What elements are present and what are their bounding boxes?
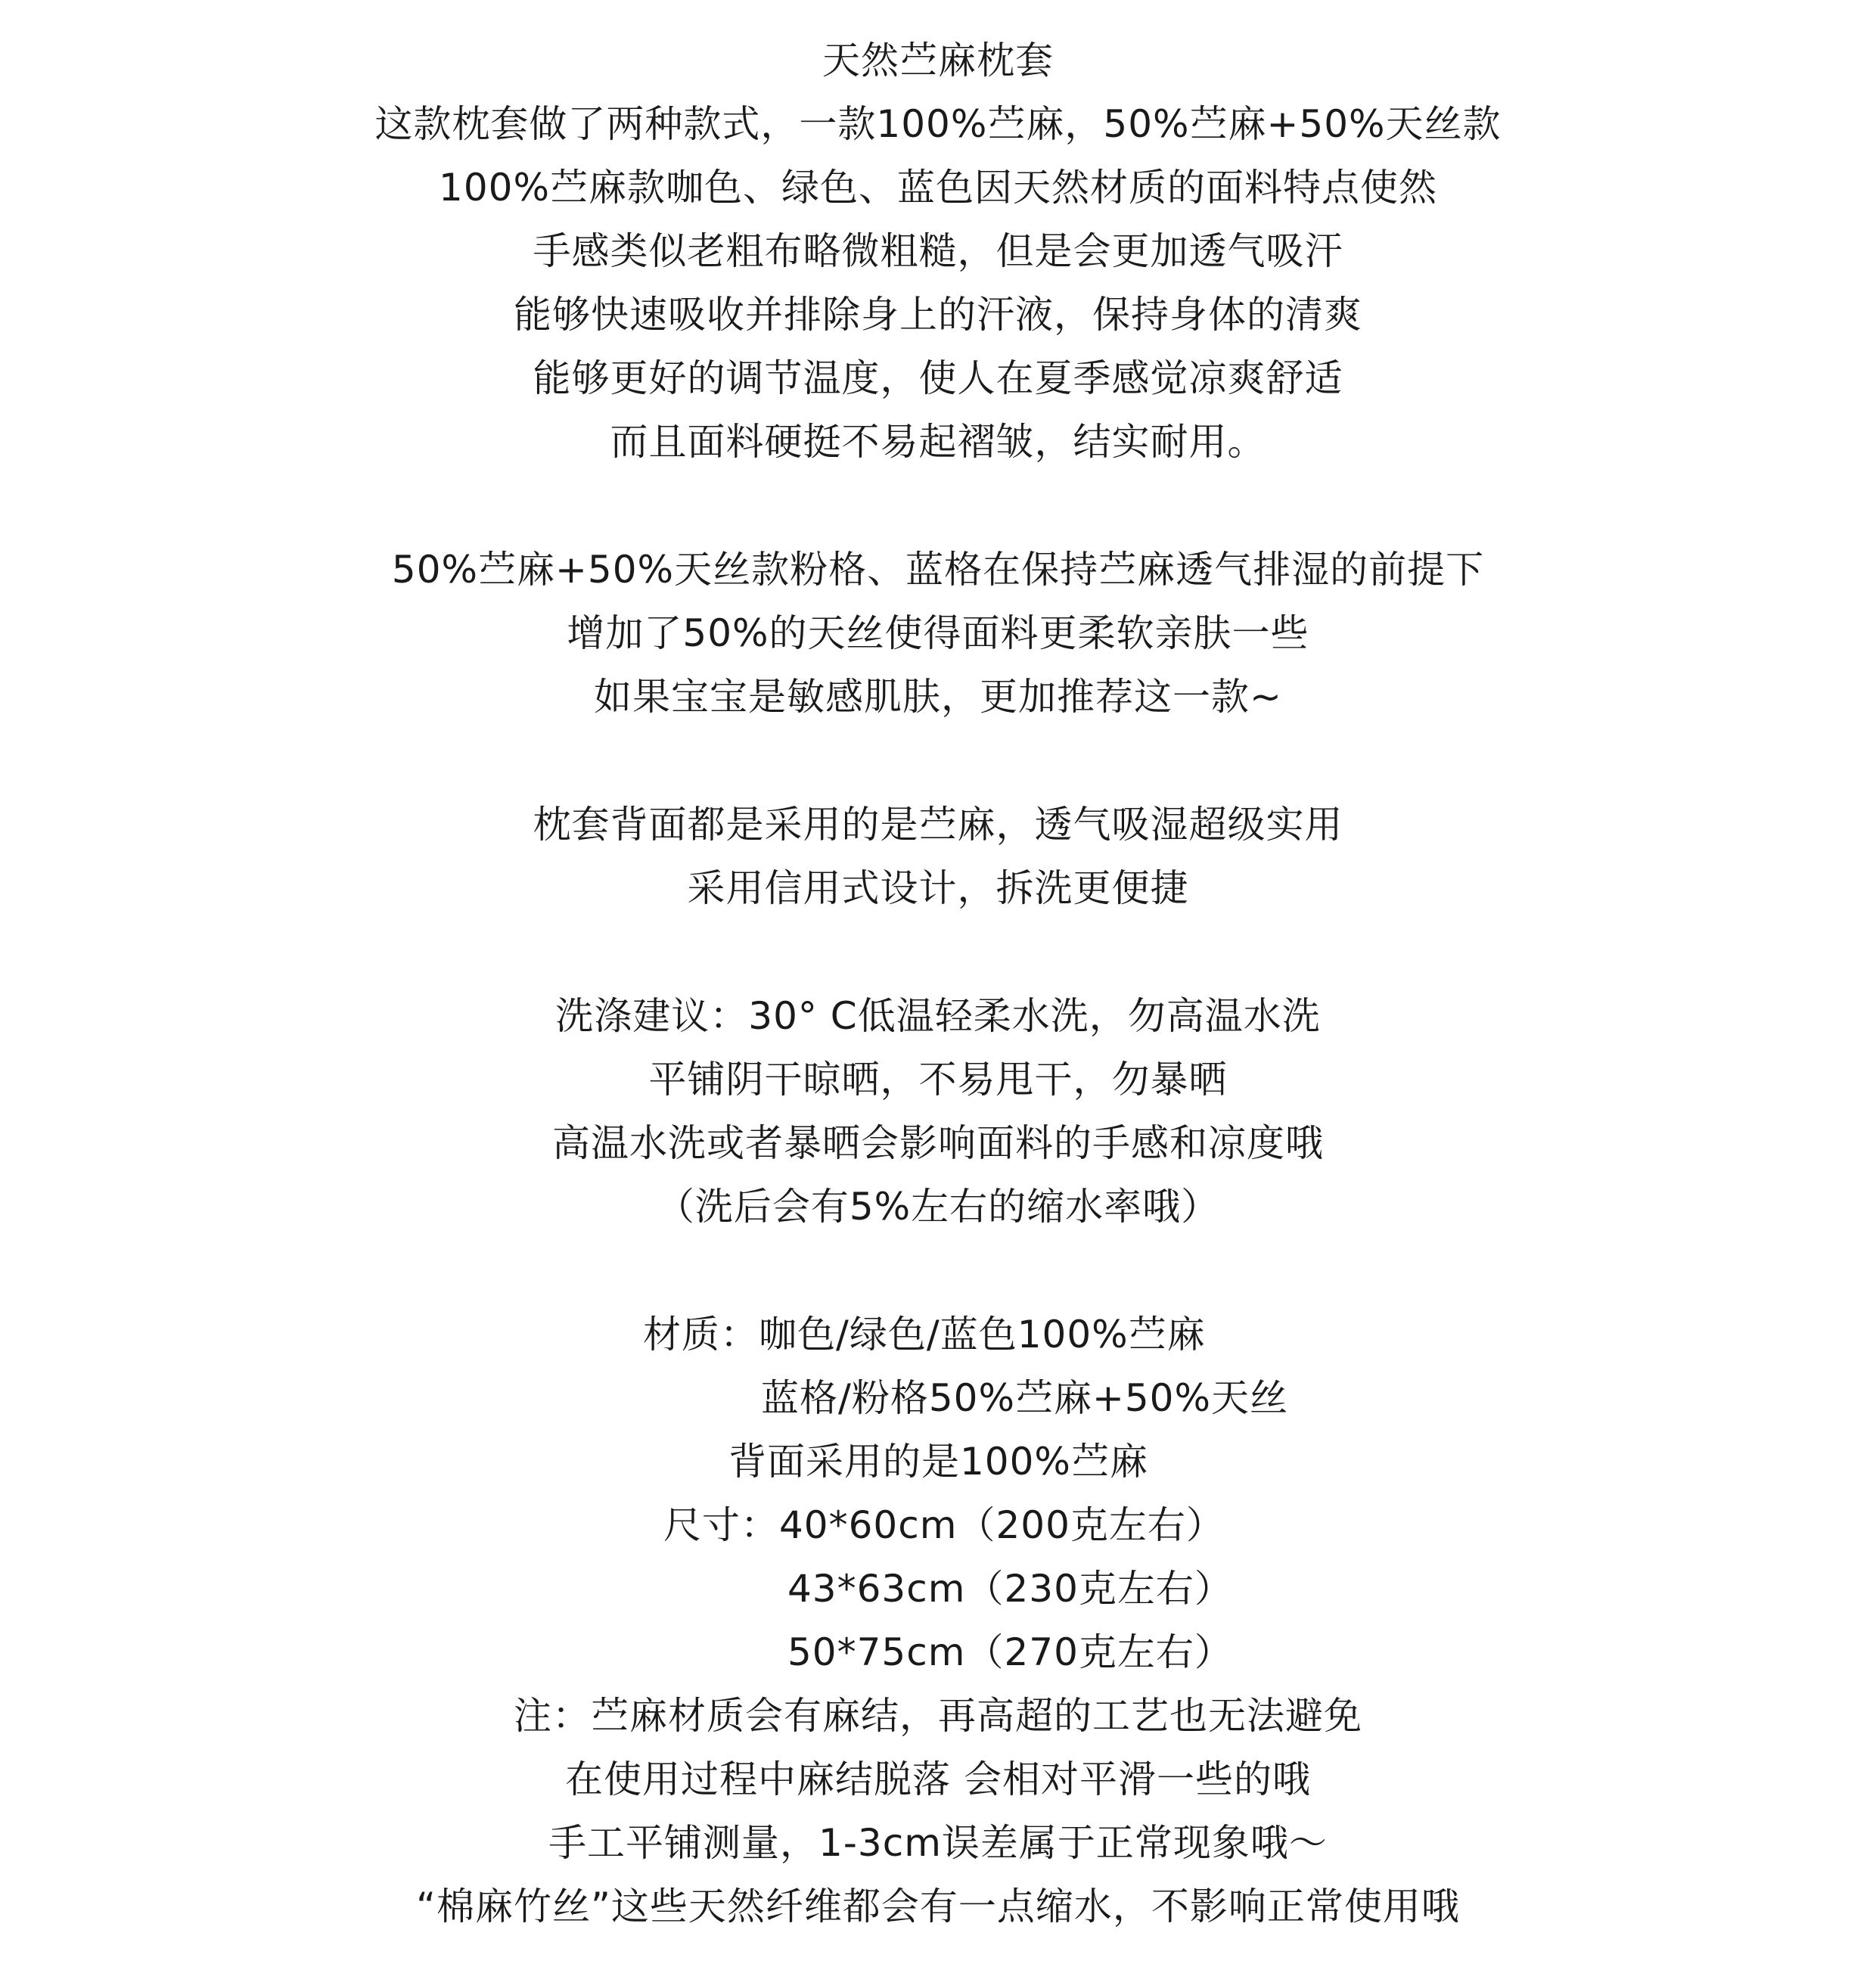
note-line: 手工平铺测量，1-3cm误差属于正常现象哦～ bbox=[548, 1821, 1328, 1865]
size-line: 43*63cm（230克左右） bbox=[787, 1567, 1233, 1611]
size-line: 尺寸：40*60cm（200克左右） bbox=[663, 1503, 1225, 1547]
size-line: 50*75cm（270克左右） bbox=[787, 1630, 1233, 1674]
intro-line: 100%苎麻款咖色、绿色、蓝色因天然材质的面料特点使然 bbox=[439, 166, 1437, 210]
material-line: 背面采用的是100%苎麻 bbox=[728, 1440, 1148, 1484]
blend-line: 如果宝宝是敏感肌肤，更加推荐这一款~ bbox=[594, 675, 1282, 719]
note-line: 注：苎麻材质会有麻结，再高超的工艺也无法避免 bbox=[514, 1694, 1362, 1738]
material-line: 材质：咖色/绿色/蓝色100%苎麻 bbox=[643, 1313, 1206, 1356]
blend-line: 50%苎麻+50%天丝款粉格、蓝格在保持苎麻透气排湿的前提下 bbox=[391, 548, 1485, 592]
back-line: 采用信用式设计，拆洗更便捷 bbox=[687, 866, 1189, 910]
intro-line: 而且面料硬挺不易起褶皱，结实耐用。 bbox=[610, 420, 1266, 464]
intro-line: 能够更好的调节温度，使人在夏季感觉凉爽舒适 bbox=[533, 356, 1343, 400]
intro-line: 这款枕套做了两种款式，一款100%苎麻，50%苎麻+50%天丝款 bbox=[374, 102, 1502, 146]
note-line: “棉麻竹丝”这些天然纤维都会有一点缩水，不影响正常使用哦 bbox=[416, 1885, 1460, 1928]
washing-line: 高温水洗或者暴晒会影响面料的手感和凉度哦 bbox=[552, 1121, 1324, 1165]
washing-line: 平铺阴干晾晒，不易甩干，勿暴晒 bbox=[648, 1058, 1228, 1102]
blend-line: 增加了50%的天丝使得面料更柔软亲肤一些 bbox=[567, 611, 1309, 655]
material-line: 蓝格/粉格50%苎麻+50%天丝 bbox=[761, 1376, 1289, 1420]
document-title: 天然苎麻枕套 bbox=[822, 39, 1054, 82]
note-line: 在使用过程中麻结脱落 会相对平滑一些的哦 bbox=[565, 1757, 1311, 1801]
intro-line: 手感类似老粗布略微粗糙，但是会更加透气吸汗 bbox=[533, 229, 1343, 273]
back-line: 枕套背面都是采用的是苎麻，透气吸湿超级实用 bbox=[533, 803, 1343, 847]
washing-line: 洗涤建议：30° C低温轻柔水洗，勿高温水洗 bbox=[555, 994, 1321, 1038]
washing-line: （洗后会有5%左右的缩水率哦） bbox=[656, 1185, 1220, 1229]
intro-line: 能够快速吸收并排除身上的汗液，保持身体的清爽 bbox=[514, 293, 1362, 337]
